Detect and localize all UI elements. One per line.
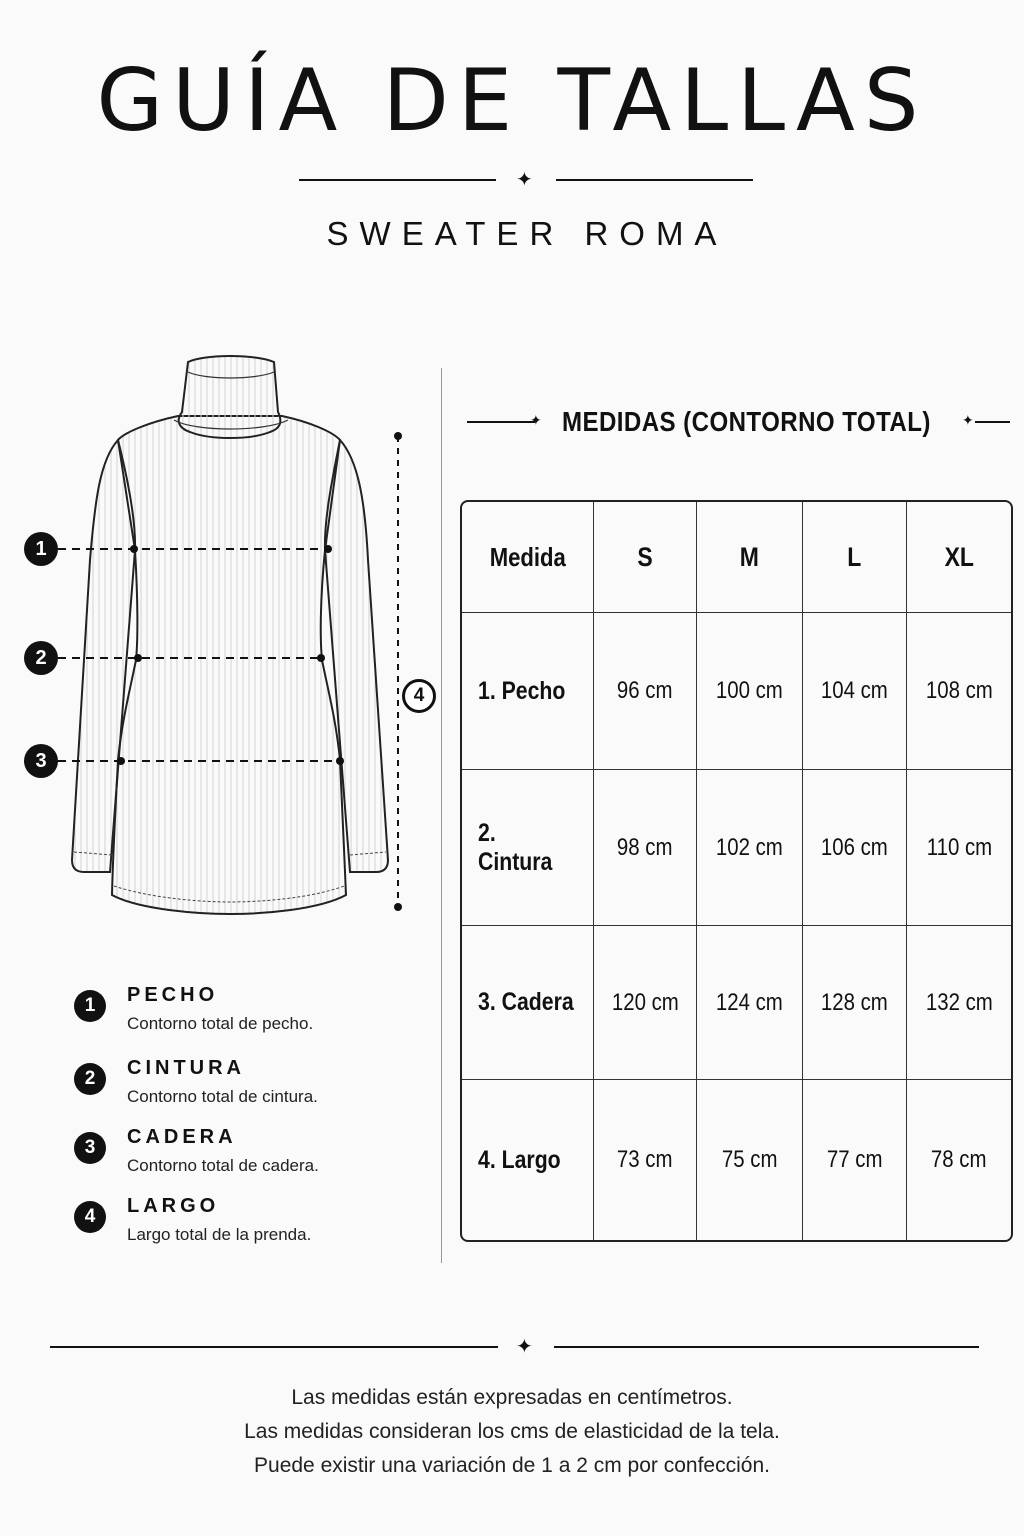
sweater-body <box>112 416 346 914</box>
column-header: Medida <box>462 502 594 613</box>
table-cell: 75 cm <box>697 1080 803 1240</box>
diamond-icon: ✦ <box>530 412 542 428</box>
page-title: GUÍA DE TALLAS <box>96 51 928 151</box>
legend-description: Contorno total de cadera. <box>127 1156 319 1175</box>
diamond-icon: ✦ <box>962 412 974 428</box>
title-divider-right <box>556 179 753 181</box>
footer-rule-right <box>554 1346 979 1348</box>
legend-title: LARGO <box>127 1195 220 1217</box>
table-cell: 106 cm <box>803 770 907 926</box>
vertical-divider <box>441 368 442 1263</box>
column-header: L <box>803 502 907 613</box>
table-cell: 100 cm <box>697 613 803 770</box>
legend-title: PECHO <box>127 984 219 1006</box>
note-line: Las medidas consideran los cms de elasticidad de la tela. <box>244 1420 780 1443</box>
diamond-icon: ✦ <box>516 1336 533 1358</box>
row-label: 2. Cintura <box>462 770 594 926</box>
table-header-row <box>462 502 1011 613</box>
diamond-icon: ✦ <box>516 169 533 191</box>
marker-2: 2 <box>24 641 58 675</box>
page-subtitle: SWEATER ROMA <box>326 215 728 252</box>
title-divider-left <box>299 179 496 181</box>
table-cell: 132 cm <box>907 926 1011 1080</box>
marker-4: 4 <box>402 679 436 713</box>
legend-number: 4 <box>74 1201 106 1233</box>
column-header: XL <box>907 502 1011 613</box>
legend-description: Largo total de la prenda. <box>127 1225 312 1244</box>
legend-title: CINTURA <box>127 1057 245 1079</box>
table-cell: 77 cm <box>803 1080 907 1240</box>
turtleneck <box>179 356 281 438</box>
row-label: 4. Largo <box>462 1080 594 1240</box>
marker-1: 1 <box>24 532 58 566</box>
section-rule-right <box>975 421 1010 423</box>
table-cell: 120 cm <box>594 926 697 1080</box>
table-row <box>462 613 1011 770</box>
table-row <box>462 1080 1011 1240</box>
column-header: M <box>697 502 803 613</box>
note-line: Puede existir una variación de 1 a 2 cm por confección. <box>254 1454 770 1477</box>
section-rule-left <box>467 421 535 423</box>
table-cell: 73 cm <box>594 1080 697 1240</box>
row-label: 1. Pecho <box>462 613 594 770</box>
legend-number: 1 <box>74 990 106 1022</box>
note-line: Las medidas están expresadas en centímetros. <box>291 1386 733 1409</box>
table-cell: 128 cm <box>803 926 907 1080</box>
legend-number: 2 <box>74 1063 106 1095</box>
legend-title: CADERA <box>127 1126 237 1148</box>
table-row <box>462 926 1011 1080</box>
column-header: S <box>594 502 697 613</box>
legend-number: 3 <box>74 1132 106 1164</box>
row-label: 3. Cadera <box>462 926 594 1080</box>
legend-description: Contorno total de cintura. <box>127 1087 318 1106</box>
table-cell: 104 cm <box>803 613 907 770</box>
table-cell: 108 cm <box>907 613 1011 770</box>
table-cell: 110 cm <box>907 770 1011 926</box>
table-cell: 78 cm <box>931 1146 987 1173</box>
footer-rule-left <box>50 1346 498 1348</box>
table-cell: 96 cm <box>594 613 697 770</box>
table-cell: 124 cm <box>697 926 803 1080</box>
table-cell: 102 cm <box>697 770 803 926</box>
legend-description: Contorno total de pecho. <box>127 1014 314 1033</box>
table-row <box>462 770 1011 926</box>
sweater-diagram <box>0 340 440 930</box>
footer-notes <box>0 1381 1024 1483</box>
section-title: MEDIDAS (CONTORNO TOTAL) <box>562 406 931 437</box>
table-cell: 98 cm <box>594 770 697 926</box>
marker-3: 3 <box>24 744 58 778</box>
size-table <box>460 500 1013 1242</box>
